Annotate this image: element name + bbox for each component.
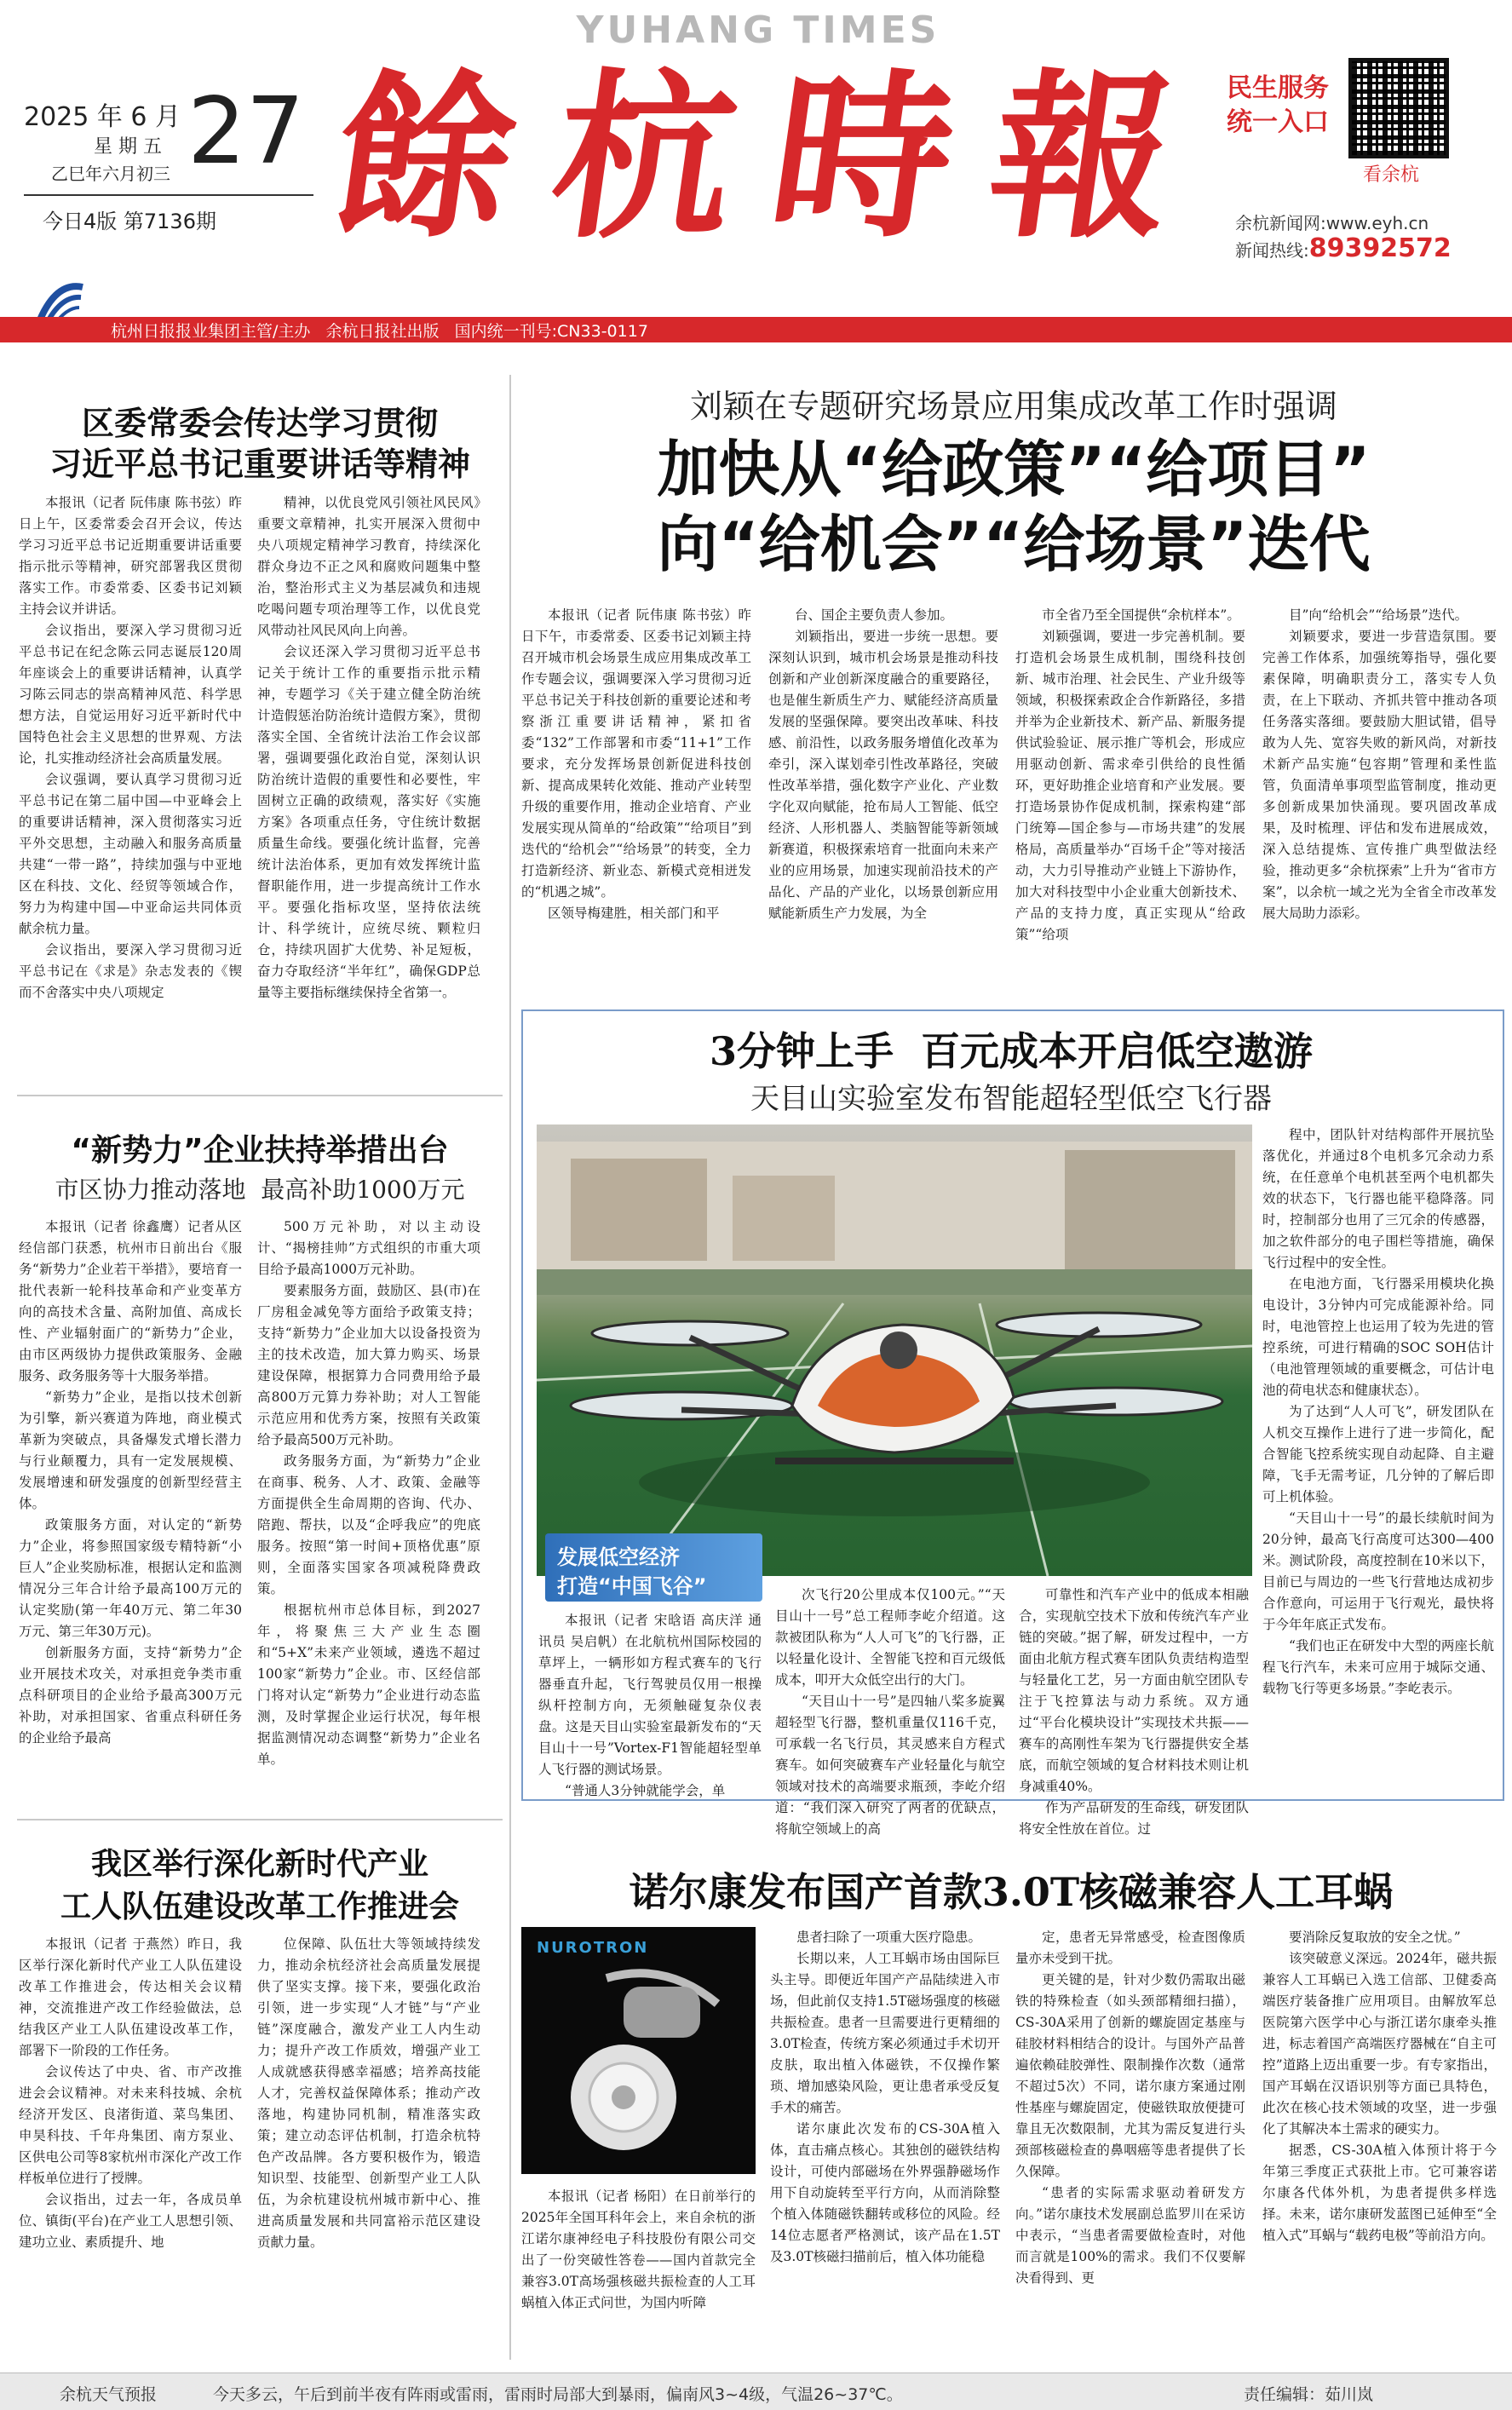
aircraft-para: 次飞行20公里成本仅100元。”“天目山十一号”总工程师李屹介绍道。这款被团队称为“人人可飞”的飞行器，正以轻量化设计、全智能飞控和百元级低成本，叩开大众低空出行的大门。 xyxy=(775,1587,1005,1688)
committee-col-1 xyxy=(19,492,242,1080)
divider xyxy=(17,1095,503,1096)
nurotron-col-3 xyxy=(1015,1927,1245,2366)
nurotron-col-2 xyxy=(770,1927,1000,2366)
lead-para: 区领导梅建胜，相关部门和平 xyxy=(548,906,720,921)
lead-col-2 xyxy=(768,605,998,997)
badge-line-2: 打造“中国飞谷” xyxy=(557,1574,707,1598)
day-number: 27 xyxy=(187,78,305,185)
nurotron-para: 据悉，CS-30A植入体预计将于今年第三季度正式获批上市。它可兼容诺尔康各代体外机，为患者提供多样选择。未来，诺尔康研发蓝图已延伸至“全植入式”耳蜗与“载药电极”等前沿方向。 xyxy=(1262,2143,1497,2243)
committee-para: 会议指出，要深入学习贯彻习近平总书记在纪念陈云同志诞辰120周年座谈会上的重要讲话精神，认真学习陈云同志的崇高精神风范、科学思想方法，自觉运用好习近平新时代中国特色社会主义思想的世界观、方法论，扎实推动经济社会高质量发展。 xyxy=(19,623,242,766)
reform-col-1 xyxy=(19,1934,242,2360)
date-divider xyxy=(24,194,313,196)
logo-char-3: 時 xyxy=(759,52,968,262)
newforce-para: 根据杭州市总体目标，到2027年，将聚焦三大产业生态圈和“5+X”未来产业领域，遴选不超过100家“新势力”企业。市、区经信部门将对认定“新势力”企业进行动态监测，及时掌握企业运行状况，每年根据监测情况动态调整“新势力”企业名单。 xyxy=(257,1602,480,1767)
aircraft-para: “我们也正在研发中大型的两座长航程飞行汽车，未来可应用于城际交通、载物飞行等更多场景。”李屹表示。 xyxy=(1262,1638,1494,1696)
aircraft-subheadline: 天目山实验室发布智能超轻型低空飞行器 xyxy=(750,1082,1272,1116)
newforce-subheadline: 市区协力推动落地 最高补助1000万元 xyxy=(55,1176,465,1204)
aircraft-para: “天目山十一号”是四轴八桨多旋翼超轻型飞行器，整机重量仅116千克，可承载一名飞行员，其灵感来自方程式赛车。如何突破赛车产业轻量化与航空领域对技术的高端要求瓶颈，李屹介绍道：“我们深入研究了两者的优缺点，将航空领域上的高 xyxy=(775,1694,1005,1837)
aircraft-right-col xyxy=(1262,1124,1494,1793)
product-logo: NUROTRON xyxy=(537,1939,649,1957)
service-line-2: 统一入口 xyxy=(1227,107,1329,137)
aircraft-para: 可靠性和汽车产业中的低成本相融合，实现航空技术下放和传统汽车产业链的突破。”据了解，研发过程中，一方面由北航方程式赛车团队负责结构造型与轻量化工艺，另一方面由航空团队专注于飞控算法与动力系统。双方通过“平台化模块设计”实现技术共振——赛车的高刚性车架为飞行器提供安全基底，而航空领域的复合材料技术则让机身减重40%。 xyxy=(1019,1587,1249,1794)
aircraft-para: “普通人3分钟就能学会，单 xyxy=(565,1783,726,1798)
reform-headline-2[interactable]: 工人队伍建设改革工作推进会 xyxy=(60,1889,459,1924)
editor-credit: 责任编辑：茹川岚 xyxy=(1244,2385,1374,2404)
edition-info: 今日4版 第7136期 xyxy=(43,210,216,233)
aircraft-headline[interactable]: 3分钟上手 百元成本开启低空遨游 xyxy=(709,1028,1314,1074)
lead-para: 刘颖要求，要进一步营造氛围。要完善工作体系，加强统筹指导，强化要素保障，明确职责分工，落实专人负责，在上下联动、齐抓共管中推动各项任务落实落细。要鼓励大胆试错，倡导敢为人先、宽容失败的新风尚，对新技术新产品实施“包容期”管理和柔性监管，负面清单事项型监管制度，推动更多创新成果加快涌现。要巩固改革成果，及时梳理、评估和发布进展成效，深入总结提炼、宣传推广典型做法经验，推动更多“余杭探索”上升为“省市方案”，以余杭一域之光为全省全市改革发展大局助力添彩。 xyxy=(1262,629,1497,921)
lunar-date: 乙巳年六月初三 xyxy=(51,164,170,184)
lead-headline-1[interactable]: 加快从“给政策”“给项目” xyxy=(657,434,1371,505)
english-masthead: YUHANG TIMES xyxy=(576,9,940,52)
committee-headline-1[interactable]: 区委常委会传达学习贯彻 xyxy=(81,405,438,442)
newforce-para: 政策服务方面，对认定的“新势力”企业，将参照国家级专精特新“小巨人”企业奖励标准，根据认定和监测情况分三年合计给予最高100万元的认定奖励(第一年40万元、第二年30万元、第三年30万元)。 xyxy=(19,1517,242,1639)
committee-para: 会议还深入学习贯彻习近平总书记关于统计工作的重要指示批示精神，专题学习《关于建立健全防治统计造假惩治防治统计造假方案》，贯彻落实全国、全省统计法治工作会议部署，强调要强化政治自觉，深刻认识防治统计造假的重要性和必要性，牢固树立正确的政绩观，落实好《实施方案》各项重点任务，守住统计数据质量生命线。要强化统计监督，完善统计法治体系，更加有效发挥统计监督职能作用，进一步提高统计工作水平。要强化指标攻坚，坚持依法统计、科学统计，应统尽统、颗粒归仓，持续巩固扩大优势、补足短板，奋力夺取经济“半年红”，确保GDP总量等主要指标继续保持全省第一。 xyxy=(257,644,480,1000)
weather-text: 今天多云，午后到前半夜有阵雨或雷雨，雷雨时局部大到暴雨，偏南风3~4级，气温26~37℃。 xyxy=(213,2385,903,2404)
aircraft-para: 在电池方面，飞行器采用模块化换电设计，3分钟内可完成能源补给。同时，电池管控上也运用了较为先进的管控系统，可进行精确的SOC SOH估计（电池管理领域的重要概念，可估计电池的荷电状态和健康状态）。 xyxy=(1262,1276,1494,1398)
aircraft-col-1 xyxy=(538,1610,762,1798)
hotline-number: 89392572 xyxy=(1308,233,1452,263)
lead-kicker: 刘颖在专题研究场景应用集成改革工作时强调 xyxy=(689,388,1337,425)
aircraft-col-3 xyxy=(1019,1585,1249,1837)
lead-para: 台、国企主要负责人参加。 xyxy=(795,607,954,623)
newforce-col-1 xyxy=(19,1217,242,1809)
aircraft-photo xyxy=(537,1124,1252,1576)
aircraft-para: 本报讯（记者 宋晗语 高庆洋 通讯员 吴启帆）在北航杭州国际校园的草坪上，一辆形如方程式赛车的飞行器垂直升起，飞行驾驶员仅用一根操纵杆控制方向，无须触碰复杂仪表盘。这是天目山实验室最新发布的“天目山十一号”Vortex-F1智能超轻型单人飞行器的测试场景。 xyxy=(538,1613,762,1777)
lead-col-1 xyxy=(521,605,751,997)
newforce-headline[interactable]: “新势力”企业扶持举措出台 xyxy=(71,1133,449,1168)
newforce-col-2 xyxy=(257,1217,480,1809)
nurotron-para: “患者的实际需求驱动着研发方向。”诺尔康技术发展副总监罗川在采访中表示，“当患者需要做检查时，对他而言就是100%的需求。我们不仅要解决看得到、更 xyxy=(1015,2185,1245,2286)
footer-bar xyxy=(0,2373,1512,2410)
aircraft-para: “天目山十一号”的最长续航时间为20分钟，最高飞行高度可达300—400米。测试阶段，高度控制在10米以下，目前已与周边的一些飞行营地达成初步合作意向，可运用于飞行观光，最快将于今年年底正式发布。 xyxy=(1262,1510,1494,1632)
date-line: 2025 年 6 月 xyxy=(24,102,181,132)
nurotron-para: 患者扫除了一项重大医疗隐患。 xyxy=(796,1930,982,1945)
lead-col-4 xyxy=(1262,605,1497,997)
reform-para: 本报讯（记者 于燕然）昨日，我区举行深化新时代产业工人队伍建设改革工作推进会，传达相关会议精神，交流推进产改工作经验做法，总结我区产业工人队伍建设改革工作，部署下一阶段的工作任务。 xyxy=(19,1936,242,2058)
lead-para: 目”向“给机会”“给场景”迭代。 xyxy=(1289,607,1469,623)
committee-para: 会议指出，要深入学习贯彻习近平总书记在《求是》杂志发表的《锲而不舍落实中央八项规定 xyxy=(19,942,242,1000)
nurotron-para: 长期以来，人工耳蜗市场由国际巨头主导。即便近年国产产品陆续进入市场，但此前仅支持1.5T磁场强度的核磁共振检查。患者一旦需要进行更精细的3.0T检查，传统方案必须通过手术切开皮肤，取出植入体磁铁，不仅操作繁琐、增加感染风险，更让患者承受反复手术的痛苦。 xyxy=(770,1951,1000,2115)
reform-para: 位保障、队伍壮大等领域持续发力，推动余杭经济社会高质量发展提供了坚实支撑。接下来，要强化政治引领，进一步实现“人才链”与“产业链”深度融合，激发产业工人内生动力；提升产改工作质效，增强产业工人成就感获得感幸福感；培养高技能人才，完善权益保障体系；推动产改落地，构建协同机制，精准落实政策；建立动态评估机制，打造余杭特色产改品牌。各方要积极作为，锻造知识型、技能型、创新型产业工人队伍，为余杭建设杭州城市新中心、推进高质量发展和共同富裕示范区建设贡献力量。 xyxy=(257,1936,480,2250)
lead-para: 刘颖指出，要进一步统一思想。要深刻认识到，城市机会场景是推动科技创新和产业创新深度融合的重要路径，也是催生新质生产力、赋能经济高质量发展的坚强保障。要突出改革味、科技感、前沿性，以政务服务增值化改革为牵引，深入谋划牵引性改革路径，突破性改革举措，强化数字产业化、产业数字化双向赋能，抢布局人工智能、低空经济、人形机器人、类脑智能等新领域新赛道，积极探索培育一批面向未来产业的应用场景，加速实现前沿技术的产品化、产品的产业化，以场景创新应用赋能新质生产力发展，为全 xyxy=(768,629,998,921)
aircraft-para: 为了达到“人人可飞”，研发团队在人机交互操作上进行了进一步简化，配合智能飞控系统实现自动起降、自主避障，飞手无需考证，几分钟的了解后即可上机体验。 xyxy=(1262,1404,1494,1504)
weather-label: 余杭天气预报 xyxy=(60,2385,158,2404)
nurotron-para: 定，患者无异常感受，检查图像质量亦未受到干扰。 xyxy=(1015,1930,1245,1966)
reform-para: 会议指出，过去一年，各成员单位、镇街(平台)在产业工人思想引领、建功立业、素质提升、地 xyxy=(19,2192,242,2250)
nurotron-para: 要消除反复取放的安全之忧。” xyxy=(1289,1930,1461,1945)
lead-para: 市全省乃至全国提供“余杭样本”。 xyxy=(1042,607,1240,623)
reform-col-2 xyxy=(257,1934,480,2360)
website[interactable]: 余杭新闻网:www.eyh.cn xyxy=(1235,213,1429,233)
reform-para: 会议传达了中央、省、市产改推进会会议精神。对未来科技城、余杭经济开发区、良渚街道、菜鸟集团、申昊科技、千年舟集团、南方泵业、区供电公司等8家杭州市深化产改工作样板单位进行了授牌。 xyxy=(19,2064,242,2186)
logo-char-4: 報 xyxy=(977,52,1187,262)
publisher-text: 杭州日报报业集团主管/主办 余杭日报社出版 国内统一刊号:CN33-0117 xyxy=(111,322,648,341)
reform-headline-1[interactable]: 我区举行深化新时代产业 xyxy=(90,1847,428,1882)
newspaper-logo xyxy=(321,52,1187,262)
aircraft-col-2 xyxy=(775,1585,1005,1837)
nurotron-para: 该突破意义深远。2024年，磁共振兼容人工耳蜗已入选工信部、卫健委高端医疗装备推广应用项目。由解放军总医院第六医学中心与浙江诺尔康牵头推进，标志着国产高端医疗器械在“自主可控”道路上迈出重要一步。有专家指出，国产耳蜗在汉语识别等方面已具特色，此次在核心技术领域的攻坚，进一步强化了其解决本土需求的硬实力。 xyxy=(1262,1951,1497,2137)
newforce-para: “新势力”企业，是指以技术创新为引擎，新兴赛道为阵地，商业模式革新为突破点，具备爆发式增长潜力与行业颠覆力，具有一定发展规模、发展增速和研发强度的创新型经营主体。 xyxy=(19,1389,242,1511)
newforce-para: 本报讯（记者 徐鑫鹰）记者从区经信部门获悉，杭州市日前出台《服务“新势力”企业若干举措》，要培育一批代表新一轮科技革命和产业变革方向的高技术含量、高附加值、高成长性、产业辐射面广的“新势力”企业，由市区两级协力提供政策服务、金融服务、政务服务等十大服务举措。 xyxy=(19,1219,242,1383)
column-divider xyxy=(509,375,511,2360)
committee-para: 本报讯（记者 阮伟康 陈书弦）昨日上午，区委常委会召开会议，传达学习习近平总书记近期重要讲话重要指示批示等精神，研究部署我区贯彻落实工作。市委常委、区委书记刘颖主持会议并讲话。 xyxy=(19,495,242,617)
weekday: 星 期 五 xyxy=(94,136,162,158)
low-altitude-badge xyxy=(545,1533,762,1602)
logo-char-1: 餘 xyxy=(321,52,531,262)
committee-para: 会议强调，要认真学习贯彻习近平总书记在第二届中国—中亚峰会上的重要讲话精神，深入贯彻落实习近平外交思想，主动融入和服务高质量共建“一带一路”，持续加强与中亚地区在科技、文化、经贸等领域合作，努力为构建中国—中亚命运共同体贡献余杭力量。 xyxy=(19,772,242,936)
newforce-para: 要素服务方面，鼓励区、县(市)在厂房租金减免等方面给予政策支持；支持“新势力”企业加大以设备投资为主的技术改造，加大算力购买、场景建设保障，根据算力合同费用给予最高800万元算力券补助；对人工智能示范应用和优秀方案，按照有关政策给予最高500万元补助。 xyxy=(257,1283,480,1447)
nurotron-headline[interactable]: 诺尔康发布国产首款3.0T核磁兼容人工耳蜗 xyxy=(629,1869,1394,1915)
badge-line-1: 发展低空经济 xyxy=(557,1545,680,1569)
nurotron-para: 诺尔康此次发布的CS-30A植入体，直击痛点核心。其独创的磁铁结构设计，可使内部磁场在外界强静磁场作用下自动旋转至平行方向，从而消除整个植入体随磁铁翻转或移位的风险。经14位志愿者严格测试，该产品在1.5T及3.0T核磁扫描前后，植入体功能稳 xyxy=(770,2121,1000,2264)
publisher-bar xyxy=(0,317,1512,342)
cochlear-implant-photo xyxy=(521,1927,756,2174)
service-line-1: 民生服务 xyxy=(1227,73,1329,103)
committee-col-2 xyxy=(257,492,480,1080)
nurotron-para: 本报讯（记者 杨阳）在日前举行的2025年全国耳科年会上，来自余杭的浙江诺尔康神经电子科技股份有限公司交出了一份突破性答卷——国内首款完全兼容3.0T高场强核磁共振检查的人工耳蜗植入体正式问世，为国内听障 xyxy=(521,2189,756,2310)
newforce-para: 500万元补助，对以主动设计、“揭榜挂帅”方式组织的市重大项目给予最高1000万元补助。 xyxy=(257,1219,480,1277)
aircraft-para: 作为产品研发的生命线，研发团队将安全性放在首位。过 xyxy=(1019,1800,1249,1837)
hotline xyxy=(1235,233,1452,263)
qr-caption: 看余杭 xyxy=(1363,164,1420,186)
committee-para: 精神，以优良党风引领社风民风》重要文章精神，扎实开展深入贯彻中央八项规定精神学习教育，持续深化群众身边不正之风和腐败问题集中整治，整治形式主义为基层减负和违规吃喝问题专项治理等工作，以优良党风带动社风民风向上向善。 xyxy=(257,495,480,638)
lead-col-3 xyxy=(1015,605,1245,997)
lead-para: 刘颖强调，要进一步完善机制。要打造机会场景生成机制，围绕科技创新、城市治理、社会民生、产业升级等领域，积极探索政企合作新路径，多措并举为企业新技术、新产品、新服务提供试验验证、展示推广等机会，形成应用驱动创新、需求牵引供给的良性循环，更好助推企业培育和产业发展。要打造场景协作促成机制，探索构建“部门统筹—国企参与—市场共建”的发展格局，高质量举办“百场千企”等对接活动，大力引导推动产业链上下游协作，加大对科技型中小企业重大创新技术、产品的支持力度，真正实现从“给政策”“给项 xyxy=(1015,629,1245,942)
nurotron-col-4 xyxy=(1262,1927,1497,2366)
qr-code[interactable] xyxy=(1348,58,1449,158)
hotline-label: 新闻热线: xyxy=(1235,240,1309,261)
lead-headline-2[interactable]: 向“给机会”“给场景”迭代 xyxy=(657,509,1371,580)
divider xyxy=(17,1819,503,1820)
committee-headline-2[interactable]: 习近平总书记重要讲话等精神 xyxy=(49,446,470,483)
nurotron-para: 更关键的是，针对少数仍需取出磁铁的特殊检查（如头颈部精细扫描），CS-30A采用了创新的螺旋固定基座与硅胶材料相结合的设计。与国外产品普遍依赖硅胶弹性、限制操作次数（通常不超过5次）不同，诺尔康方案通过刚性基座与螺旋固定，使磁铁取放便捷可靠且无次数限制，尤其为需反复进行头颈部核磁检查的鼻咽癌等患者提供了长久保障。 xyxy=(1015,1972,1245,2179)
logo-char-2: 杭 xyxy=(540,52,750,262)
lead-para: 本报讯（记者 阮伟康 陈书弦）昨日下午，市委常委、区委书记刘颖主持召开城市机会场景生成应用集成改革工作专题会议，强调要深入学习贯彻习近平总书记关于科技创新的重要论述和考察浙江重要讲话精神，紧扣省委“132”工作部署和市委“11+1”工作要求，充分发挥场景创新促进科技创新、提高成果转化效能、推动产业转型升级的重要作用，推动企业培育、产业发展实现从简单的“给政策”“给项目”到迭代的“给机会”“给场景”的转变，全力打造新经济、新业态、新模式竞相迸发的“机遇之城”。 xyxy=(521,607,751,900)
aircraft-para: 程中，团队针对结构部件开展抗坠落优化，并通过8个电机多冗余动力系统，在任意单个电机甚至两个电机都失效的状态下，飞行器也能平稳降落。同时，控制部分也用了三冗余的传感器，加之软件部分的电子围栏等措施，确保飞行过程中的安全性。 xyxy=(1262,1127,1494,1270)
nurotron-col-1 xyxy=(521,2186,756,2365)
newforce-para: 政务服务方面，为“新势力”企业在商事、税务、人才、政策、金融等方面提供全生命周期的咨询、代办、陪跑、帮扶，以及“企呼我应”的兜底服务。按照“第一时间+顶格优惠”原则，全面落实国家各项减税降费政策。 xyxy=(257,1453,480,1596)
newforce-para: 创新服务方面，支持“新势力”企业开展技术攻关，对承担竞争类市重点科研项目的企业给予最高300万元补助，对承担国家、省重点科研任务的企业给予最高 xyxy=(19,1645,242,1746)
